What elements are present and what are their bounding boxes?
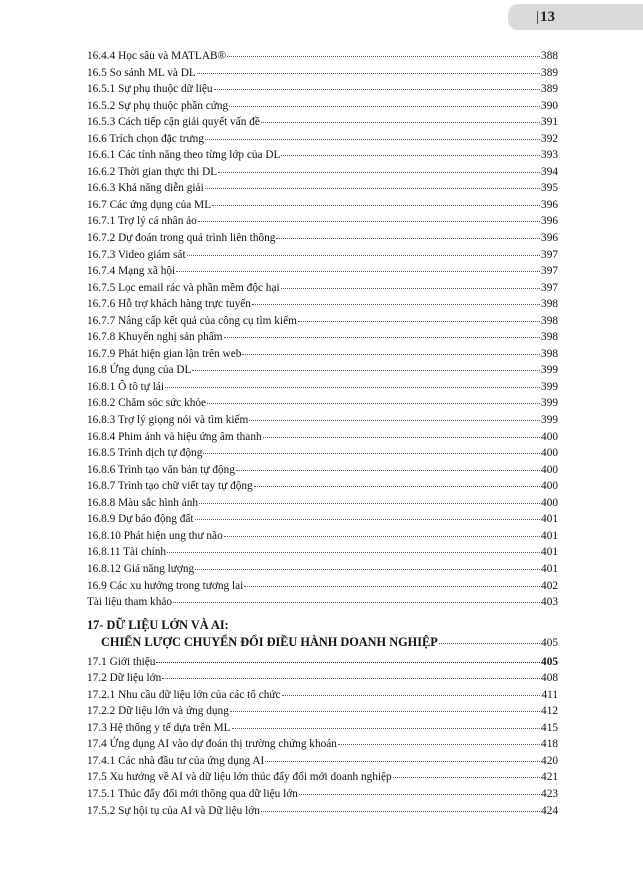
toc-entry[interactable]: [87, 670, 558, 687]
dot-leader: [207, 403, 540, 404]
toc-entry-page: 400: [541, 430, 558, 443]
toc-entry[interactable]: [87, 578, 558, 595]
dot-leader: [393, 777, 540, 778]
toc-entry[interactable]: [87, 478, 558, 495]
toc-entry-page: 389: [541, 83, 558, 96]
toc-entry[interactable]: [87, 180, 558, 197]
toc-entry[interactable]: [87, 230, 558, 247]
dot-leader: [199, 503, 540, 504]
dot-leader: [276, 238, 540, 239]
toc-entry-title: 16.5.2 Sự phụ thuộc phần cứng: [87, 99, 229, 112]
toc-entry-title: 17.2 Dữ liệu lớn: [87, 672, 162, 685]
toc-entry[interactable]: [87, 65, 558, 82]
toc-entry[interactable]: [87, 429, 558, 446]
table-of-contents: [87, 48, 558, 819]
dot-leader: [439, 643, 540, 644]
toc-entry[interactable]: [87, 329, 558, 346]
toc-entry-page: 399: [541, 414, 558, 427]
toc-entry-page: 398: [541, 347, 558, 360]
toc-entry-page: 412: [541, 705, 558, 718]
dot-leader: [282, 695, 541, 696]
toc-entry-title: Tài liệu tham khảo: [87, 596, 173, 609]
page-number: |13: [536, 9, 556, 25]
toc-entry-page: 415: [541, 721, 558, 734]
dot-leader: [265, 761, 540, 762]
toc-entry-page: 394: [541, 165, 558, 178]
toc-entry-title: 16.5 So sánh ML và DL: [87, 66, 196, 79]
toc-entry[interactable]: [87, 213, 558, 230]
toc-section-17: [87, 654, 558, 819]
toc-entry-page: 398: [541, 331, 558, 344]
dot-leader: [261, 811, 540, 812]
dot-leader: [244, 586, 540, 587]
dot-leader: [281, 155, 540, 156]
dot-leader: [205, 188, 540, 189]
toc-entry-title: 16.7.9 Phát hiện gian lận trên web: [87, 347, 242, 360]
dot-leader: [242, 354, 540, 355]
toc-entry[interactable]: [87, 445, 558, 462]
toc-entry-title: 16.7.4 Mạng xã hội: [87, 265, 176, 278]
toc-entry-page: 389: [541, 66, 558, 79]
dot-leader: [198, 221, 540, 222]
dot-leader: [232, 728, 541, 729]
toc-entry-title: 16.7.8 Khuyến nghị sản phẩm: [87, 331, 223, 344]
toc-entry-page: 401: [541, 513, 558, 526]
toc-entry-title: 16.8.3 Trợ lý giọng nói và tìm kiếm: [87, 414, 249, 427]
dot-leader: [227, 56, 540, 57]
toc-entry[interactable]: [87, 769, 558, 786]
toc-entry-page: 400: [541, 480, 558, 493]
toc-entry-page: 393: [541, 149, 558, 162]
toc-section-16: [87, 48, 558, 611]
toc-entry[interactable]: [87, 346, 558, 363]
toc-entry-page: 399: [541, 397, 558, 410]
toc-entry-title: 16.7.6 Hỗ trợ khách hàng trực tuyến: [87, 298, 251, 311]
toc-entry-page: 423: [541, 787, 558, 800]
toc-entry[interactable]: [87, 528, 558, 545]
chapter-17-heading[interactable]: 17- DỮ LIỆU LỚN VÀ AI:: [87, 617, 229, 632]
toc-entry[interactable]: [87, 703, 558, 720]
toc-entry[interactable]: [87, 594, 558, 611]
toc-entry-page: 401: [541, 562, 558, 575]
toc-entry-page: 418: [541, 738, 558, 751]
dot-leader: [299, 794, 540, 795]
toc-entry-title: 16.8.10 Phát hiện ung thư não: [87, 529, 223, 542]
toc-entry[interactable]: [87, 147, 558, 164]
toc-entry[interactable]: [87, 98, 558, 115]
toc-entry-title: 16.6.1 Các tính năng theo từng lớp của DL: [87, 149, 281, 162]
chapter-17-subtitle: CHIẾN LƯỢC CHUYỂN ĐỔI ĐIỀU HÀNH DOANH NGHIỆP: [101, 634, 438, 649]
toc-entry-page: 398: [541, 298, 558, 311]
dot-leader: [261, 122, 540, 123]
toc-entry-title: 16.8.2 Chăm sóc sức khỏe: [87, 397, 207, 410]
toc-entry-title: 17.5.2 Sự hội tụ của AI và Dữ liệu lớn: [87, 804, 260, 817]
toc-entry[interactable]: [87, 412, 558, 429]
dot-leader: [252, 304, 540, 305]
toc-entry-page: 397: [541, 248, 558, 261]
toc-entry[interactable]: [87, 48, 558, 65]
toc-entry[interactable]: [87, 395, 558, 412]
toc-entry-title: 16.8.8 Màu sắc hình ảnh: [87, 496, 199, 509]
dot-leader: [214, 89, 541, 90]
toc-entry-title: 16.8.5 Trình dịch tự động: [87, 447, 203, 460]
toc-entry-title: 16.6.3 Khả năng diễn giải: [87, 182, 204, 195]
toc-entry[interactable]: [87, 164, 558, 181]
toc-entry-page: 403: [541, 596, 558, 609]
dot-leader: [263, 437, 540, 438]
toc-entry[interactable]: [87, 462, 558, 479]
toc-entry-page: 411: [541, 688, 558, 701]
toc-entry[interactable]: [87, 511, 558, 528]
toc-entry-title: 16.8 Ứng dụng của DL: [87, 364, 192, 377]
toc-entry-page: 401: [541, 529, 558, 542]
toc-entry-page: 397: [541, 265, 558, 278]
dot-leader: [192, 370, 540, 371]
toc-entry[interactable]: [87, 687, 558, 704]
toc-entry-page: 396: [541, 232, 558, 245]
toc-entry-page: 424: [541, 804, 558, 817]
toc-entry-page: 405: [541, 655, 558, 668]
toc-entry-page: 390: [541, 99, 558, 112]
toc-entry-title: 16.7.2 Dự đoán trong quá trình liên thông: [87, 232, 276, 245]
toc-entry[interactable]: [87, 753, 558, 770]
toc-entry-page: 397: [541, 281, 558, 294]
dot-leader: [218, 172, 540, 173]
dot-leader: [156, 662, 540, 663]
dot-leader: [195, 569, 540, 570]
dot-leader: [165, 387, 540, 388]
toc-entry[interactable]: [87, 247, 558, 264]
toc-entry[interactable]: [87, 803, 558, 820]
toc-entry-page: 391: [541, 116, 558, 129]
toc-entry-page: 421: [541, 771, 558, 784]
dot-leader: [254, 486, 540, 487]
toc-entry-title: 16.7.1 Trợ lý cá nhân ảo: [87, 215, 197, 228]
toc-entry[interactable]: [87, 197, 558, 214]
toc-entry-page: 392: [541, 132, 558, 145]
dot-leader: [205, 139, 540, 140]
toc-entry-title: 17.5.1 Thúc đẩy đổi mới thông qua dữ liệu lớn: [87, 787, 298, 800]
toc-entry-title: 16.8.4 Phim ảnh và hiệu ứng âm thanh: [87, 430, 262, 443]
toc-entry-page: 398: [541, 314, 558, 327]
toc-entry[interactable]: [87, 362, 558, 379]
toc-entry[interactable]: [87, 561, 558, 578]
dot-leader: [338, 744, 540, 745]
toc-entry-page: 401: [541, 546, 558, 559]
toc-entry-title: 16.9 Các xu hướng trong tương lai: [87, 579, 244, 592]
page-number-value: 13: [540, 9, 556, 25]
dot-leader: [281, 288, 540, 289]
chapter-17-subtitle-row[interactable]: [101, 634, 558, 651]
toc-entry-title: 17.1 Giới thiệu: [87, 655, 156, 668]
toc-entry-title: 16.7.7 Nâng cấp kết quả của công cụ tìm kiếm: [87, 314, 297, 327]
toc-entry-title: 16.5.1 Sự phụ thuộc dữ liệu: [87, 83, 213, 96]
toc-entry[interactable]: [87, 81, 558, 98]
dot-leader: [224, 536, 540, 537]
dot-leader: [229, 106, 540, 107]
dot-leader: [167, 552, 540, 553]
toc-entry-title: 17.2.2 Dữ liệu lớn và ứng dụng: [87, 705, 229, 718]
toc-entry-page: 399: [541, 364, 558, 377]
dot-leader: [162, 678, 540, 679]
toc-entry-page: 395: [541, 182, 558, 195]
toc-entry[interactable]: [87, 313, 558, 330]
toc-entry-title: 17.4.1 Các nhà đầu tư của ứng dụng AI: [87, 754, 265, 767]
toc-entry-title: 16.8.6 Trình tạo văn bản tự động: [87, 463, 235, 476]
toc-entry-title: 16.8.9 Dự báo động đất: [87, 513, 194, 526]
toc-entry-page: 396: [541, 198, 558, 211]
toc-entry[interactable]: [87, 654, 558, 671]
dot-leader: [176, 271, 540, 272]
dot-leader: [212, 205, 540, 206]
toc-entry-page: 396: [541, 215, 558, 228]
toc-entry[interactable]: [87, 263, 558, 280]
chapter-17-page: 405: [541, 636, 558, 649]
toc-entry[interactable]: [87, 379, 558, 396]
dot-leader: [203, 453, 540, 454]
dot-leader: [224, 337, 541, 338]
dot-leader: [298, 321, 540, 322]
toc-entry-page: 402: [541, 579, 558, 592]
toc-entry[interactable]: [87, 736, 558, 753]
dot-leader: [236, 470, 540, 471]
toc-entry-title: 16.6.2 Thời gian thực thi DL: [87, 165, 218, 178]
dot-leader: [197, 73, 540, 74]
toc-entry-title: 17.2.1 Nhu cầu dữ liệu lớn của các tổ chức: [87, 688, 281, 701]
toc-entry-title: 16.8.12 Giá năng lượng: [87, 562, 195, 575]
toc-entry-title: 16.4.4 Học sâu và MATLAB®: [87, 50, 227, 62]
toc-entry-title: 16.8.7 Trình tạo chữ viết tay tự động: [87, 480, 253, 493]
toc-entry-title: 16.7.5 Lọc email rác và phần mềm độc hại: [87, 281, 280, 294]
toc-entry-title: 17.4 Ứng dụng AI vào dự đoán thị trường chứng khoán: [87, 738, 337, 751]
toc-entry-page: 400: [541, 447, 558, 460]
toc-entry[interactable]: [87, 131, 558, 148]
dot-leader: [187, 255, 540, 256]
toc-entry-title: 16.6 Trích chọn đặc trưng: [87, 132, 204, 145]
toc-entry[interactable]: [87, 296, 558, 313]
toc-entry[interactable]: [87, 720, 558, 737]
toc-entry[interactable]: [87, 544, 558, 561]
toc-entry-title: 16.8.1 Ô tô tự lái: [87, 380, 165, 393]
toc-entry-page: 399: [541, 380, 558, 393]
toc-entry-title: 17.5 Xu hướng về AI và dữ liệu lớn thúc đẩy đổi mới doanh nghiệp: [87, 771, 392, 784]
dot-leader: [173, 602, 540, 603]
dot-leader: [230, 711, 540, 712]
toc-entry[interactable]: [87, 280, 558, 297]
toc-entry-page: 400: [541, 463, 558, 476]
toc-entry-page: 420: [541, 754, 558, 767]
toc-entry[interactable]: [87, 495, 558, 512]
toc-entry-title: 16.7.3 Video giám sát: [87, 248, 186, 261]
toc-entry-title: 17.3 Hệ thống y tế dựa trên ML: [87, 721, 231, 734]
dot-leader: [195, 519, 541, 520]
dot-leader: [249, 420, 540, 421]
page-number-tab: [508, 4, 643, 30]
toc-entry-title: 16.7 Các ứng dụng của ML: [87, 198, 212, 211]
toc-entry-title: 16.8.11 Tài chính: [87, 546, 167, 559]
toc-entry-page: 400: [541, 496, 558, 509]
toc-entry[interactable]: [87, 786, 558, 803]
toc-entry[interactable]: [87, 114, 558, 131]
toc-entry-title: 16.5.3 Cách tiếp cận giải quyết vấn đề: [87, 116, 260, 129]
toc-entry-page: 408: [541, 672, 558, 685]
toc-entry-page: 388: [541, 50, 558, 62]
